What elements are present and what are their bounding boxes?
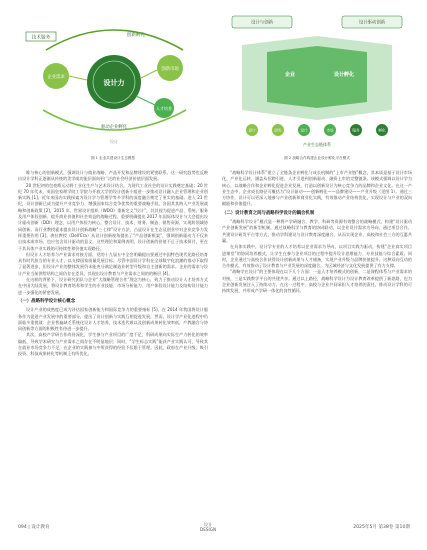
- right-paragraph-3: 在具体实践中，设计学专业的人才培养以企业需求为导向，以项目实践为驱动，构建“企业真实项目进课堂”的协同培养模式，让学生在参与企业项目的过程中提升设计思维能力、专业技能与综合素质。同时，企业通过与高校合作获得设计创新成果与人才储备，实现产业升级与品牌价值提升。这种双向互动的合作模式，有效推动了设计教育与产业发展的深度融合，为区域经济与文化发展提供了有力支撑。: [222, 244, 412, 269]
- design-tag-label: 设计: [110, 139, 118, 144]
- top-left-box-label: 设计与创新: [251, 20, 273, 26]
- drive-enterprise-label: 驱动企业孵化: [100, 125, 128, 130]
- node-d-label: 市场: [326, 128, 334, 133]
- center-right-label: 设计孵化: [333, 72, 355, 78]
- center-left-label: 企业: [284, 72, 296, 78]
- base-text-label: 产业生态链体系: [303, 142, 331, 147]
- left-text-column: [18, 170, 208, 358]
- figure-1-ecosystem-model: [18, 10, 208, 152]
- figure-2-platform-model: [222, 10, 412, 152]
- talent-cultivation-label: 人才培养: [156, 106, 172, 111]
- journal-mark: [200, 522, 216, 532]
- node-b-label: 研发: [274, 128, 282, 133]
- section-heading-one: （一）战略科学设计核心概念: [18, 298, 76, 304]
- innovation-market-label: 创新市场: [161, 67, 179, 72]
- tech-service-label: 技术服务: [31, 35, 51, 41]
- figure-1-caption: 图 1 企业共建设计生态模型: [90, 156, 136, 160]
- design-power-label: 设计力: [103, 79, 125, 87]
- left-paragraph-6: 其次，高校产学研合作尚待深化，学生参与产业项目的广度不足，科研成果向实际生产力转化的效率偏低，导致学术研究与产业需求之间存在不明显地层；同时，“学生标志实践”能获产业实践认可，导致其在就业市场竞争力不足，在企业的实践参与中所获得的经验不仅限于管理。因此，政府在产业升级、吸引投资、科技成果转化等机制上有所优化。: [18, 332, 208, 357]
- node-c-label: 设计: [300, 128, 308, 133]
- page-label: 094 | 设计教育: [18, 525, 50, 530]
- right-paragraph-1: “战略科学设计体系”建立了全链条企业孵化与成长机制的“上市产业链”概念，其本质是基于设计市场化、产业化运转，涵盖从招聘引进、人才引进到创新驱动、融资上市的完整链条。该模式强调以设计学为核心，以战略合作和企业孵化促进企业发展，打造以创新设计为核心竞争力的品牌和企业文化。在这一产业生态中，企业成长路径可概括为“设计驱动——创新孵化——品牌建设——产业升级（见图 1）。通过三方协作，设计可以更深入地参与产业创新和商业化实践，有效推动产业结构优化，实现设计与产业的双向赋能和价值提升。: [222, 170, 412, 207]
- right-paragraph-4: “战略学在设计”的主要体现在以下几个方面：一是人才培养模式的创新，二是课程体系与产业需求的对接，三是实践教学平台的共建共享。通过以上路径，战略科学设计为设计教育改革提供了新思路，也为企业创新发展注入了持续动力。在这一过程中，高校与企业共同承担人才培养的责任，推动设计学科的可持续发展，并形成产学研一体化的良性循环。: [222, 269, 412, 294]
- left-paragraph-1: 维与核心的创新模式，强调设计与商业战略、产品开发和品牌建设的紧密联系。这一研究趋势也反映出设计学科正逐渐从传统的美学或功能层面向更广泛的社会经济价值层面发展。: [18, 170, 208, 182]
- journal-mark-en: DESIGN: [200, 527, 217, 532]
- journal-mark-cn: 设计: [203, 522, 213, 527]
- page-footer: [18, 522, 410, 536]
- node-f-label: 孵化: [378, 128, 386, 133]
- node-a-label: 设计: [248, 128, 256, 133]
- left-paragraph-3: 但设计人才培养与产业需求对接方面，党的十九届五中全会明确提出要通过中国特色现代化路径培育具有时代担当的专业人才，以支撑国家质量发展目标。尽管中国设计学科在全球数字化浪潮的推动下取得了显著进步，但设计产业的整体发展仍未能充分满足制造业转型升级和自主创新的需求。企业的需求与设计产业当前供给结构之间仍存在差异，其现出设计教育与产业需求之间的的断层 [4]。: [18, 251, 208, 276]
- enterprise-demand-label: 企业需求: [47, 75, 65, 80]
- issue-info: 2025年5月 第38卷 第10期: [353, 525, 410, 530]
- left-paragraph-2: 20 世纪初的包豪斯运动将工业化生产与艺术设计结合，为现代工业社会的设计实践奠定基础；20 世纪 70 年代末，英国皇家理学院工学院与开放大学的设计创新小组进一步推动设计融入企业管理和企业创新实践 [1]。近年来国内实践探索为设计学与管理学等多学科的深度融合奠定了更实的基础。进入 21 世纪，设计创新已成为提升产业竞争力、增强国家综合竞争优势的重要战略手段，各国其其纳入产业发展战略和创新政策 [2]，2015 年，世界设计组织（WDO）重新定义“设计”，其其视为促进产品、系统、服务及用户体验创新、提升商业价值和社会效益的战略过程。重要明确提出 2017 年国际体设计与大会提出设计驱动创新（DDI）理念，以用户体验为核心，整合设计、技术、财务、制造、销售资源，实现跨领域协同创新。而行业教授霍本提出设计创新战略“三七律”设计方法，凸显设计在生态及创业中对企业竞争力发挥重要作用 [3]。唐拉教授（Dell'Era）从设计创新视角提出了“产品创新框架”，强调创新驱动力不仅来自技术或市场，也应包含设计驱动的意义，这些理论和案例表明，设计创新的价值不止于技术探讨，更在于其具体产业实践的可持续性和价值实现路径。: [18, 182, 208, 251]
- right-text-column: [222, 170, 412, 295]
- left-paragraph-4: 在这样的背景下，设计研究团队与企业“大战略管理合作”理念为核心，致力于推动设计人才培养方式在中国大陆发展，将设计教育培养和学生的专业技能、市场分析能力、用户体验设计能力及结构设计能力进一步强化的紧密发展。: [18, 277, 208, 295]
- section-heading-two: （二）设计教育之间与战略科学设计的耦合机制: [222, 210, 315, 216]
- top-right-box-label: 设计驱动创新: [358, 20, 386, 26]
- figure-2-caption: 图 2 战略合作构建企业设计孵化平台模式: [284, 156, 350, 160]
- innovation-incubation-label: 创新孵化: [126, 33, 146, 38]
- left-paragraph-5: 设计产业的成熟度已成为评估国家创新能力和国际竞争力的重要指标 [5]。在 2014 年我国将设计服务作为促进产业发展中的重要部分，提出了设计创新与实践互相促进发展，然而，设计学产业化进程中仍面临多重挑战：企业普遍缺乏系统化设计人才培养，技术迭代难以及创新成果转化效率低，产教融合与协同创新等方面的积极性有待进一步提升。: [18, 307, 208, 332]
- right-paragraph-2: “战略科学设计”模式是一种将产学研融合、教学、科研等资源有效整合的战略模式，构建“设计驱动产业创新发展”的新型机制。通过战略科学与教育的协同联动，以企业设计需求为导向，通过项目合作、共建设计研发平台等方式，推动学科建设与设计教育深度融合，从而实现企业、高校和社会三方的互惠共赢。: [222, 219, 412, 243]
- node-e-label: 服务: [352, 128, 360, 133]
